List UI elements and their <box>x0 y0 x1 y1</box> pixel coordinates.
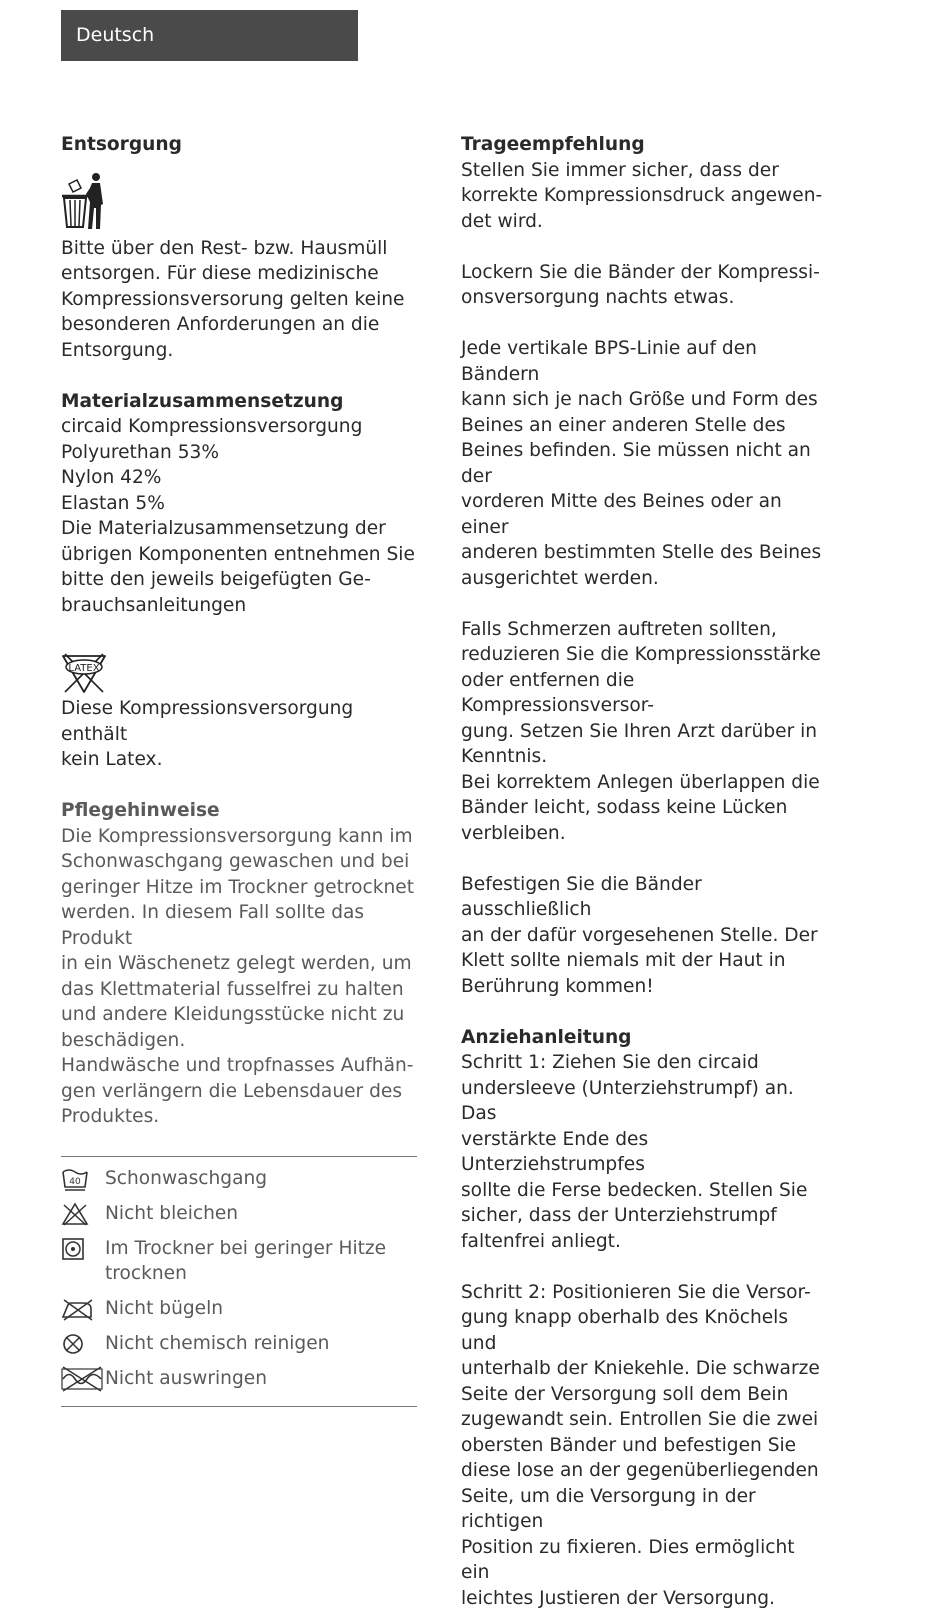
no-bleach-icon <box>61 1202 91 1226</box>
material-heading: Materialzusammensetzung <box>61 389 421 415</box>
care-symbol-label: Nicht auswringen <box>105 1366 417 1392</box>
care-symbol-row <box>61 1201 417 1227</box>
right-column <box>461 132 827 1611</box>
no-iron-icon <box>61 1297 95 1321</box>
care-text: Die Kompressionsversorgung kann im Schonwaschgang gewaschen und bei geringer Hitze im Trockner getrocknet werden. In diesem Fall sollte das Produkt in ein Wäschenetz gelegt werden, um das Klettmaterial fusselfrei zu halten und andere Kleidungsstücke nicht zu beschädigen. Handwäsche und tropfnasses Aufhän- gen verlängern die Lebensdauer des Produktes. <box>61 824 421 1130</box>
no-dry-clean-icon <box>61 1332 91 1356</box>
care-symbol-label: Schonwaschgang <box>105 1166 417 1192</box>
disposal-heading: Entsorgung <box>61 132 421 158</box>
care-symbol-row <box>61 1331 417 1357</box>
trash-bin-person-icon <box>61 172 109 230</box>
language-tab: Deutsch <box>61 10 358 61</box>
wear-heading: Trageempfehlung <box>461 132 827 158</box>
svg-text:LATEX: LATEX <box>68 663 99 674</box>
material-text: circaid Kompressionsversorgung Polyurethan 53% Nylon 42% Elastan 5% Die Materialzusammensetzung der übrigen Komponenten entnehmen Sie bitte den jeweils beigefügten Ge- brauchsanleitungen <box>61 414 421 618</box>
wear-paragraph: Falls Schmerzen auftreten sollten, reduzieren Sie die Kompressionsstärke oder entfernen die Kompressionsversor- gung. Setzen Sie Ihren Arzt darüber in Kenntnis. Bei korrektem Anlegen überlappen die Bänder leicht, sodass keine Lücken verbleiben. <box>461 617 827 847</box>
care-heading: Pflegehinweise <box>61 798 421 824</box>
care-symbol-label: Nicht chemisch reinigen <box>105 1331 417 1357</box>
care-symbol-row <box>61 1296 417 1322</box>
wash-40-gentle-icon <box>61 1167 91 1191</box>
disposal-text: Bitte über den Rest- bzw. Hausmüll entsorgen. Für diese medizinische Kompressionsversorung gelten keine besonderen Anforderungen an die Entsorgung. <box>61 236 421 364</box>
tumble-dry-low-icon <box>61 1237 91 1261</box>
left-column <box>61 132 421 1407</box>
care-symbol-row <box>61 1166 417 1192</box>
care-symbol-label: Nicht bügeln <box>105 1296 417 1322</box>
svg-text:40: 40 <box>69 1177 81 1187</box>
donning-step: Schritt 2: Positionieren Sie die Versor- gung knapp oberhalb des Knöchels und unterhalb der Kniekehle. Die schwarze Seite der Versorgung soll dem Bein zugewandt sein. Entrollen Sie die zwei obersten Bänder und befestigen Sie diese lose an der gegenüberliegenden Seite, um die Versorgung in der richtigen Position zu fixieren. Dies ermöglicht ein leichtes Justieren der Versorgung. <box>461 1280 827 1611</box>
care-symbol-row <box>61 1236 417 1287</box>
care-section <box>61 798 421 1130</box>
donning-heading: Anziehanleitung <box>461 1025 827 1051</box>
care-symbol-label: Im Trockner bei geringer Hitze trocknen <box>105 1236 417 1287</box>
wear-paragraph: Jede vertikale BPS-Linie auf den Bändern kann sich je nach Größe und Form des Beines an einer anderen Stelle des Beines befinden. Sie müssen nicht an der vorderen Mitte des Beines oder an einer anderen bestimmten Stelle des Beines ausgerichtet werden. <box>461 336 827 591</box>
care-symbol-label: Nicht bleichen <box>105 1201 417 1227</box>
wear-paragraph: Stellen Sie immer sicher, dass der korrekte Kompressionsdruck angewen- det wird. <box>461 158 827 235</box>
latex-text: Diese Kompressionsversorgung enthält kein Latex. <box>61 696 421 773</box>
latex-free-icon <box>61 652 109 694</box>
care-symbol-row <box>61 1366 417 1392</box>
no-wring-icon <box>61 1366 103 1392</box>
wear-paragraph: Lockern Sie die Bänder der Kompressi- onsversorgung nachts etwas. <box>461 260 827 311</box>
care-symbols-table <box>61 1156 417 1407</box>
wear-paragraph: Befestigen Sie die Bänder ausschließlich an der dafür vorgesehenen Stelle. Der Klett sollte niemals mit der Haut in Berührung kommen! <box>461 872 827 1000</box>
donning-step: Schritt 1: Ziehen Sie den circaid undersleeve (Unterziehstrumpf) an. Das verstärkte Ende des Unterziehstrumpfes sollte die Ferse bedecken. Stellen Sie sicher, dass der Unterziehstrumpf faltenfrei anliegt. <box>461 1050 827 1254</box>
